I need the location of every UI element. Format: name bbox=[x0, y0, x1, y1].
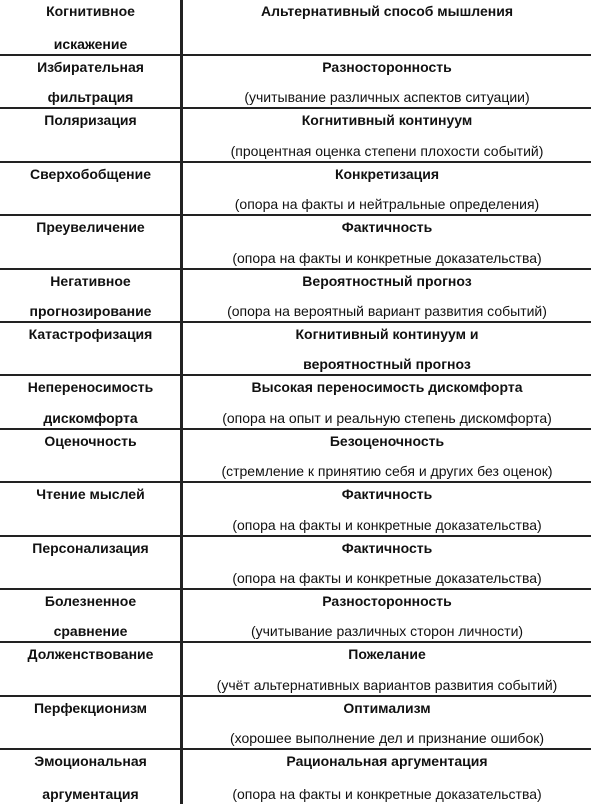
distortion-name-line1: Болезненное bbox=[44, 593, 137, 609]
alternative-description: (опора на факты и конкретные доказательства) bbox=[232, 250, 542, 266]
table-row bbox=[0, 163, 591, 216]
distortion-cell bbox=[0, 56, 181, 107]
table-header-row bbox=[0, 0, 591, 56]
table-row bbox=[0, 56, 591, 109]
alternative-cell bbox=[183, 376, 591, 428]
alternative-description: (стремление к принятию себя и других без оценок) bbox=[221, 463, 553, 479]
table-row bbox=[0, 430, 591, 483]
distortion-name-line1: Чтение мыслей bbox=[36, 486, 145, 502]
table-row bbox=[0, 270, 591, 323]
distortion-cell bbox=[0, 270, 181, 321]
distortion-name-line2: прогнозирование bbox=[29, 303, 152, 319]
alternative-description: (опора на факты и конкретные доказательства) bbox=[232, 786, 542, 802]
alternative-title: Фактичность bbox=[341, 219, 433, 235]
alternative-title: Рациональная аргументация bbox=[286, 753, 488, 769]
distortion-name-line2: сравнение bbox=[53, 623, 128, 639]
distortion-name-line2: аргументация bbox=[42, 786, 139, 802]
distortion-cell bbox=[0, 537, 181, 588]
alternative-title: Когнитивный континуум и bbox=[295, 326, 479, 342]
distortion-cell bbox=[0, 163, 181, 214]
distortion-cell bbox=[0, 376, 181, 428]
distortion-name-line1: Перфекционизм bbox=[33, 700, 148, 716]
distortion-cell bbox=[0, 483, 181, 535]
alternative-cell bbox=[183, 163, 591, 214]
alternative-title: Разносторонность bbox=[322, 59, 452, 75]
distortion-cell bbox=[0, 323, 181, 374]
header-left-cell bbox=[0, 0, 181, 54]
table-row bbox=[0, 643, 591, 697]
alternative-cell bbox=[183, 56, 591, 107]
table-row bbox=[0, 109, 591, 163]
distortion-cell bbox=[0, 430, 181, 481]
alternative-title: Вероятностный прогноз bbox=[302, 273, 472, 289]
alternative-cell bbox=[183, 430, 591, 481]
alternative-title: Пожелание bbox=[348, 646, 426, 662]
alternative-description: (учёт альтернативных вариантов развития событий) bbox=[216, 677, 558, 693]
alternative-cell bbox=[183, 109, 591, 161]
distortion-cell bbox=[0, 643, 181, 695]
distortion-cell bbox=[0, 697, 181, 748]
distortion-name-line1: Избирательная bbox=[37, 59, 144, 75]
table-row bbox=[0, 323, 591, 376]
header-left-line1: Когнитивное bbox=[46, 3, 135, 19]
distortion-name-line1: Негативное bbox=[50, 273, 131, 289]
distortion-cell bbox=[0, 109, 181, 161]
distortion-name-line1: Поляризация bbox=[44, 112, 137, 128]
alternative-description: (опора на факты и конкретные доказательства) bbox=[232, 517, 542, 533]
distortion-name-line1: Эмоциональная bbox=[34, 753, 147, 769]
alternative-description: (опора на опыт и реальную степень дискомфорта) bbox=[222, 410, 552, 426]
alternative-cell bbox=[183, 643, 591, 695]
table-row bbox=[0, 216, 591, 270]
table-row bbox=[0, 697, 591, 750]
alternative-title: Высокая переносимость дискомфорта bbox=[251, 379, 523, 395]
header-right-cell bbox=[183, 0, 591, 54]
alternative-description: (опора на вероятный вариант развития событий) bbox=[227, 303, 547, 319]
distortion-name-line2: фильтрация bbox=[47, 89, 134, 105]
alternative-cell bbox=[183, 270, 591, 321]
header-right-text: Альтернативный способ мышления bbox=[261, 3, 513, 19]
distortion-name-line1: Долженствование bbox=[27, 646, 154, 662]
alternative-cell bbox=[183, 216, 591, 268]
distortion-name-line1: Сверхобобщение bbox=[30, 166, 151, 182]
distortion-name-line2: дискомфорта bbox=[43, 410, 138, 426]
table-row bbox=[0, 590, 591, 643]
distortion-name-line1: Оценочность bbox=[44, 433, 137, 449]
alternative-description: вероятностный прогноз bbox=[303, 356, 471, 372]
alternative-title: Оптимализм bbox=[343, 700, 431, 716]
distortion-name-line1: Персонализация bbox=[32, 540, 149, 556]
alternative-cell bbox=[183, 590, 591, 641]
distortion-cell bbox=[0, 590, 181, 641]
alternative-cell bbox=[183, 323, 591, 374]
table-row bbox=[0, 376, 591, 430]
alternative-description: (опора на факты и конкретные доказательства) bbox=[232, 570, 542, 586]
distortion-name-line1: Преувеличение bbox=[36, 219, 145, 235]
alternative-description: (хорошее выполнение дел и признание ошибок) bbox=[229, 730, 545, 746]
alternative-description: (учитывание различных аспектов ситуации) bbox=[244, 89, 530, 105]
table-row bbox=[0, 750, 591, 804]
alternative-cell bbox=[183, 697, 591, 748]
alternative-title: Фактичность bbox=[341, 486, 433, 502]
table-row bbox=[0, 483, 591, 537]
alternative-description: (опора на факты и нейтральные определения) bbox=[234, 196, 540, 212]
alternative-cell bbox=[183, 537, 591, 588]
alternative-description: (учитывание различных сторон личности) bbox=[250, 623, 524, 639]
distortion-name-line1: Катастрофизация bbox=[28, 326, 153, 342]
alternative-title: Безоценочность bbox=[329, 433, 445, 449]
alternative-title: Когнитивный континуум bbox=[301, 112, 473, 128]
alternative-cell bbox=[183, 750, 591, 804]
alternative-description: (процентная оценка степени плохости событий) bbox=[230, 143, 544, 159]
alternative-title: Разносторонность bbox=[322, 593, 452, 609]
alternative-cell bbox=[183, 483, 591, 535]
table-row bbox=[0, 537, 591, 590]
distortion-name-line1: Непереносимость bbox=[27, 379, 154, 395]
alternative-title: Фактичность bbox=[341, 540, 433, 556]
distortion-cell bbox=[0, 216, 181, 268]
header-left-line2: искажение bbox=[53, 36, 128, 52]
distortion-cell bbox=[0, 750, 181, 804]
alternative-title: Конкретизация bbox=[334, 166, 440, 182]
